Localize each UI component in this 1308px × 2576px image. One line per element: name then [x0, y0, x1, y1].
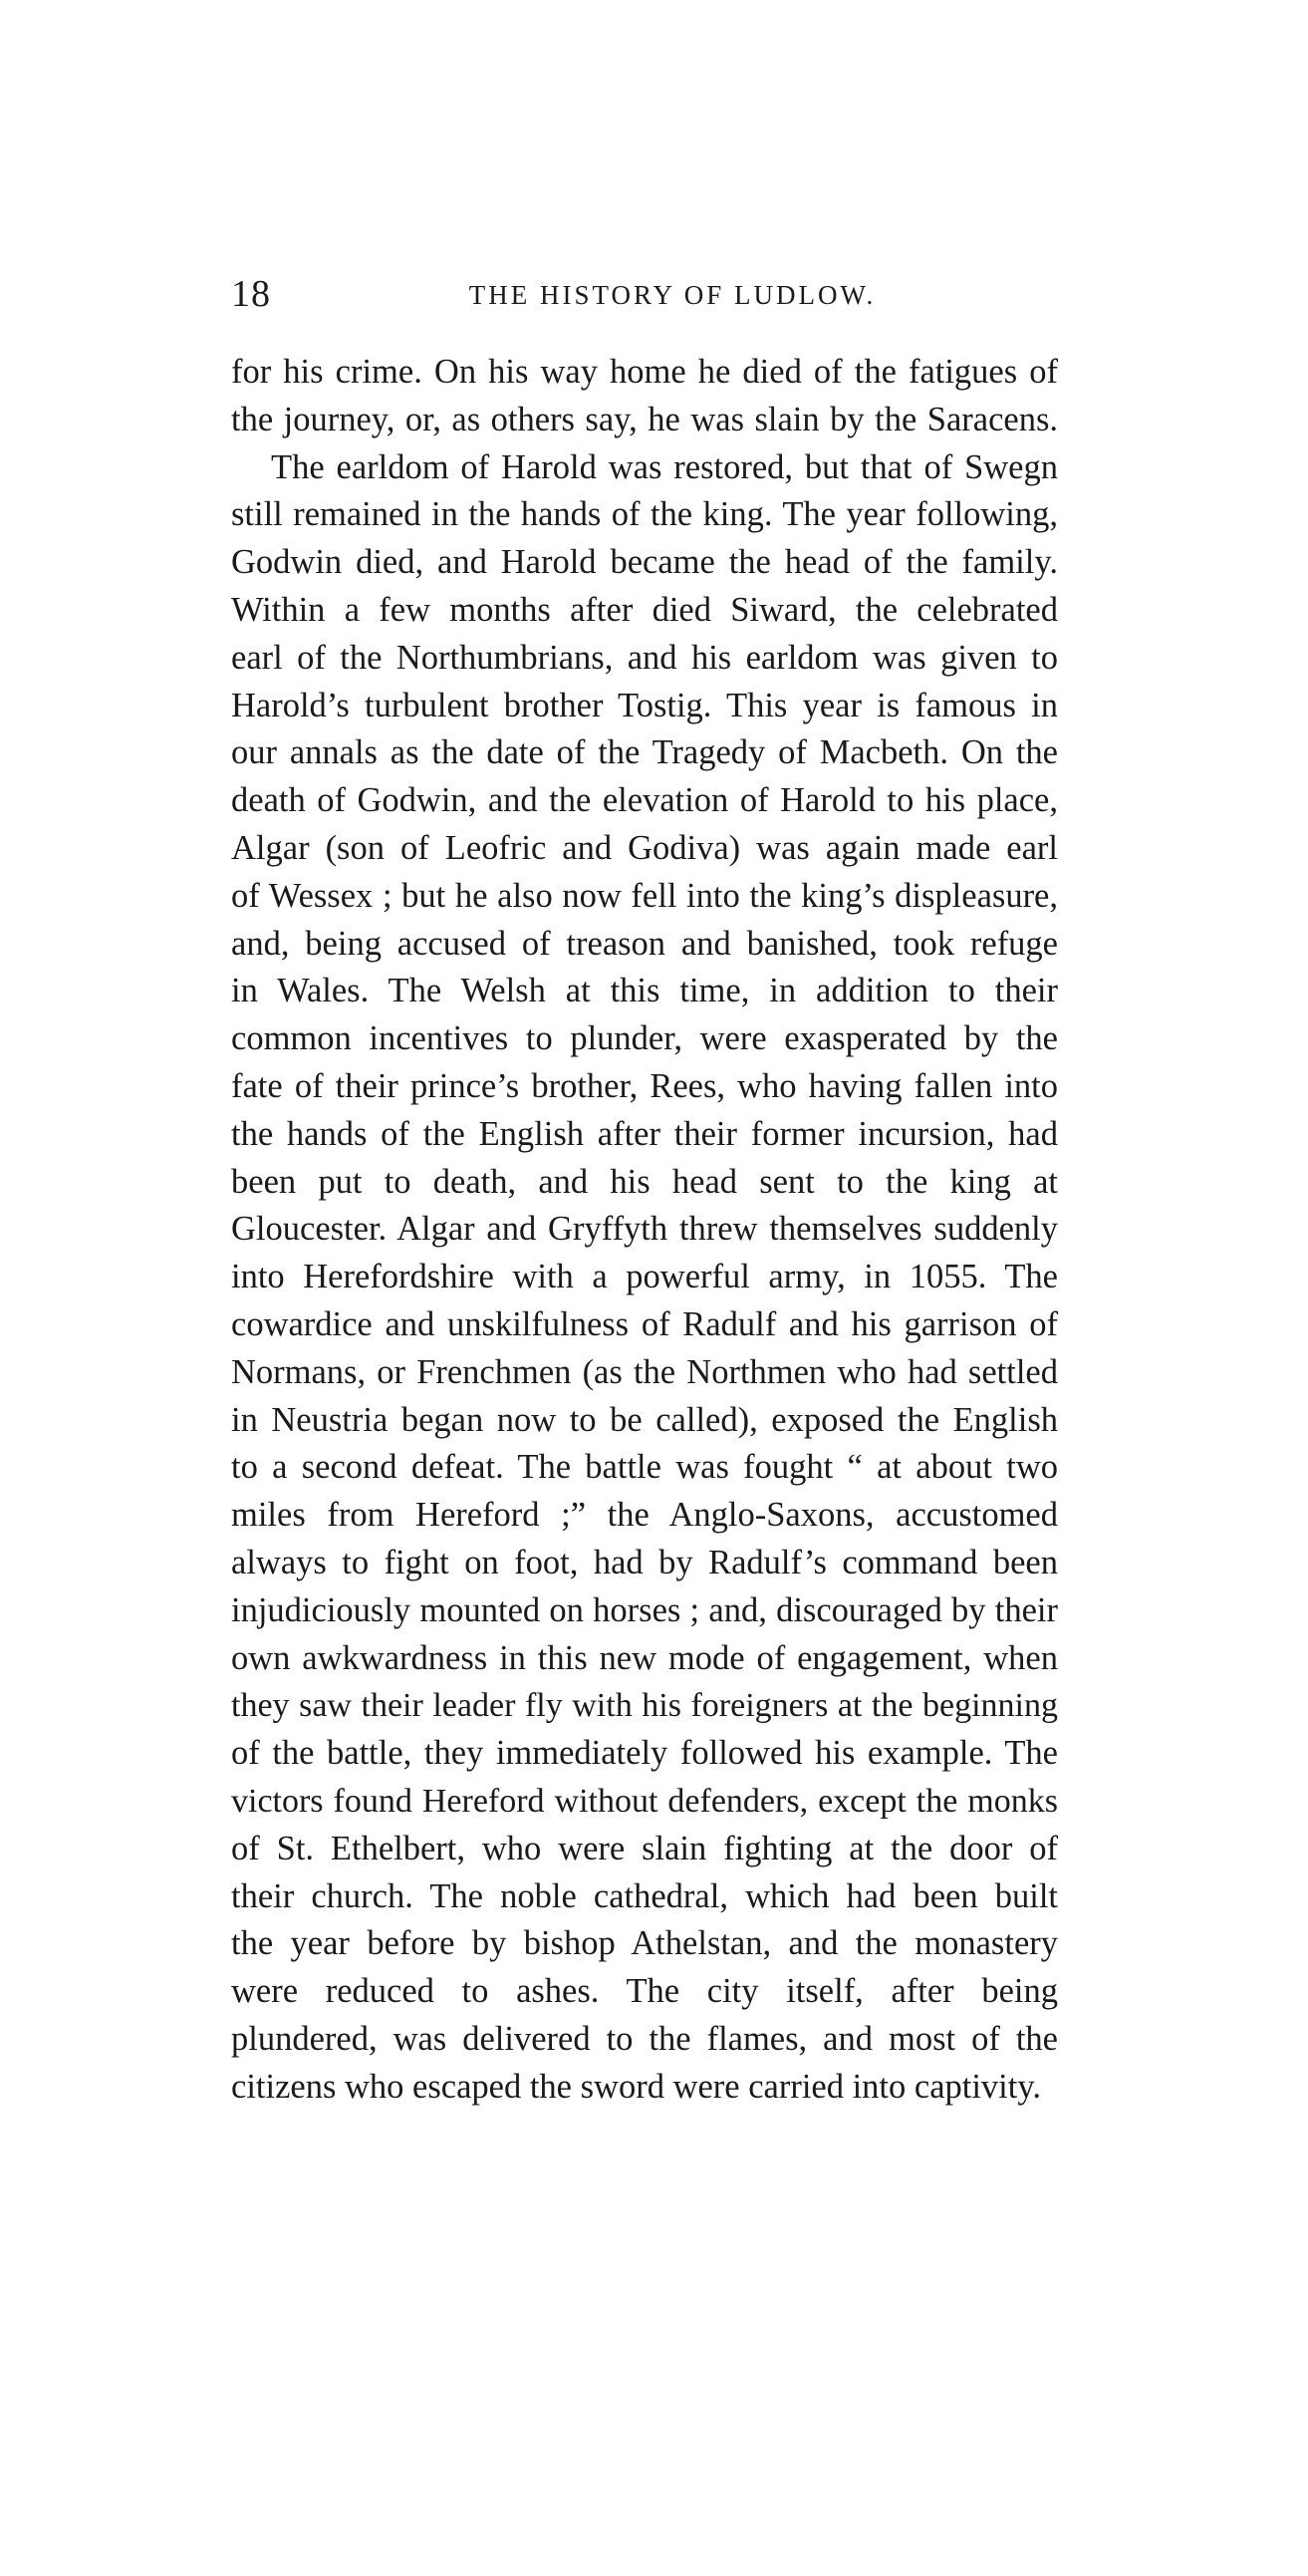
- body-text: [231, 349, 1058, 2111]
- text-line: of St. Ethelbert, who were slain fighting at the door of: [231, 1829, 1058, 1867]
- text-line: plundered, was delivered to the flames, and most of the: [231, 2019, 1058, 2058]
- text-line: the year before by bishop Athelstan, and the monastery: [231, 1924, 1058, 1963]
- text-line: were reduced to ashes. The city itself, after being: [231, 1972, 1058, 2011]
- text-line: and, being accused of treason and banished, took refuge: [231, 924, 1058, 963]
- text-line: the journey, or, as others say, he was slain by the Saracens.: [231, 400, 1058, 438]
- text-line: injudiciously mounted on horses ; and, discouraged by their: [231, 1590, 1058, 1629]
- text-line: their church. The noble cathedral, which had been built: [231, 1876, 1058, 1915]
- running-head: [231, 269, 1058, 319]
- text-line: Harold’s turbulent brother Tostig. This year is famous in: [231, 686, 1058, 724]
- text-line: Godwin died, and Harold became the head of the family.: [231, 543, 1058, 582]
- text-line: our annals as the date of the Tragedy of Macbeth. On the: [231, 733, 1058, 772]
- text-line: Within a few months after died Siward, the celebrated: [231, 590, 1058, 629]
- text-line: Gloucester. Algar and Gryffyth threw themselves suddenly: [231, 1210, 1058, 1249]
- paragraph-first-line: The earldom of Harold was restored, but that of Swegn: [271, 447, 1058, 486]
- text-line: Normans, or Frenchmen (as the Northmen who had settled: [231, 1352, 1058, 1391]
- text-line: the hands of the English after their former incursion, had: [231, 1114, 1058, 1153]
- text-line: victors found Hereford without defenders, except the monks: [231, 1782, 1058, 1820]
- text-line: cowardice and unskilfulness of Radulf and his garrison of: [231, 1304, 1058, 1343]
- text-line: miles from Hereford ;” the Anglo-Saxons, accustomed: [231, 1496, 1058, 1535]
- text-line: to a second defeat. The battle was fought “ at about two: [231, 1448, 1058, 1487]
- text-line: of the battle, they immediately followed his example. The: [231, 1734, 1058, 1773]
- text-line: they saw their leader fly with his foreigners at the beginning: [231, 1687, 1058, 1725]
- text-line: Algar (son of Leofric and Godiva) was again made earl: [231, 828, 1058, 867]
- text-line: in Neustria began now to be called), exposed the English: [231, 1400, 1058, 1439]
- text-line: of Wessex ; but he also now fell into the king’s displeasure,: [231, 876, 1058, 915]
- text-line: fate of their prince’s brother, Rees, who having fallen into: [231, 1066, 1058, 1105]
- page-number: 18: [231, 273, 271, 315]
- text-line: earl of the Northumbrians, and his earldom was given to: [231, 638, 1058, 677]
- text-line: been put to death, and his head sent to the king at: [231, 1162, 1058, 1201]
- text-line-last: citizens who escaped the sword were carried into captivity.: [231, 2067, 1041, 2106]
- text-line: for his crime. On his way home he died of the fatigues of: [231, 353, 1058, 391]
- text-line: own awkwardness in this new mode of engagement, when: [231, 1638, 1058, 1677]
- text-line: into Herefordshire with a powerful army, in 1055. The: [231, 1258, 1058, 1296]
- text-line: in Wales. The Welsh at this time, in addition to their: [231, 972, 1058, 1010]
- text-line: common incentives to plunder, were exasperated by the: [231, 1019, 1058, 1058]
- text-line: always to fight on foot, had by Radulf’s command been: [231, 1543, 1058, 1581]
- running-title: THE HISTORY OF LUDLOW.: [468, 280, 877, 310]
- text-line: still remained in the hands of the king. The year following,: [231, 495, 1058, 534]
- text-line: death of Godwin, and the elevation of Harold to his place,: [231, 781, 1058, 820]
